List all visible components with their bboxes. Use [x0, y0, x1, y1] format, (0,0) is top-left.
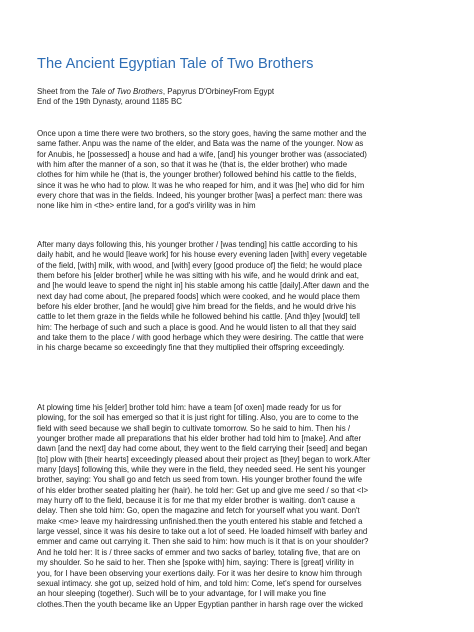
paragraph-line: my shoulder. So he said to her. Then she [spoke with] him, saying: There is [great] virility in [37, 558, 354, 568]
paragraph-line: before his elder brother, [and he would] give him bread for the fields, and he would drive his [37, 302, 356, 312]
paragraph-line: an hour sleeping (together). Such will be to your advantage, for I will make you fine [37, 589, 327, 599]
source-italic-title: Tale of Two Brothers [90, 87, 163, 96]
paragraph-line: And he told her: It is / three sacks of emmer and two sacks of barley, totaling five, that are on [37, 547, 361, 557]
paragraph-line: many [days] following this, while they were in the field, they needed seed. He sent his younger [37, 465, 366, 475]
paragraph-line: none like him in <the> entire land, for a god's virility was in him [37, 201, 256, 211]
paragraph-line: large vessel, since it was his desire to take out a lot of seed. He loaded himself with barley and [37, 527, 368, 537]
source-line [37, 87, 274, 97]
paragraph-line: clothes for him while he (that is, the younger brother) followed behind his cattle to the fields, [37, 170, 357, 180]
paragraph-line: brother, saying: You shall go and fetch us seed from town. His younger brother found the wife [37, 475, 363, 485]
paragraph-line: next day had come about, [he prepared foods] which were cooked, and he would place them [37, 291, 360, 301]
paragraph-line: with him after the manner of a son, so that it was he (that is, the elder brother) who made [37, 160, 348, 170]
document-meta [37, 87, 274, 108]
paragraph-line: and take them to the place / with good herbage which they were desiring. The cattle that were [37, 333, 364, 343]
source-prefix: Sheet from the [37, 87, 91, 96]
paragraph-line: delay. Then she told him: Go, open the magazine and fetch for yourself what you want. Don't [37, 506, 360, 516]
paragraph-line: of the field, [with] milk, with wood, and [with] every [good produce of] the field; he would place [37, 260, 363, 270]
paragraph-line: you, for I have been observing your exertions daily. For it was her desire to know him through [37, 568, 362, 578]
paragraph-line: for Anubis, he [possessed] a house and had a wife, [and] his younger brother was (associated) [37, 149, 367, 159]
date-line: End of the 19th Dynasty, around 1185 BC [37, 97, 182, 107]
document-title: The Ancient Egyptian Tale of Two Brothers [37, 56, 314, 72]
paragraph-line: and [he would leave to spend the night in] his stable among his cattle [daily].After dawn and the [37, 281, 370, 291]
paragraph-line: daily habit, and he would [leave work] for his house every evening laden [with] every vegetable [37, 250, 367, 260]
paragraph-line: since it was he who had to plow. It was he who reaped for him, and it was [he] who did for him [37, 180, 365, 190]
paragraph-line: plowing, for the soil has emerged so that it is just right for tilling. Also, you are to come to the [37, 413, 359, 423]
paragraph-3 [37, 403, 449, 610]
paragraph-line: After many days following this, his younger brother / [was tending] his cattle according to his [37, 240, 358, 249]
paragraph-line: emmer and came out carrying it. Then she said to him: how much is it that is on your shoulder? [37, 537, 369, 547]
paragraph-line: [to] plow with [their hearts] exceedingly pleased about their project as [they] began to work.After [37, 454, 371, 464]
paragraph-1 [37, 129, 449, 212]
paragraph-line: At plowing time his [elder] brother told him: have a team [of oxen] made ready for us for [37, 403, 342, 412]
paragraph-line: Once upon a time there were two brothers, so the story goes, having the same mother and the [37, 129, 367, 138]
paragraph-2 [37, 240, 449, 354]
source-suffix: , Papyrus D'OrbineyFrom Egypt [162, 87, 275, 96]
paragraph-line: him: The herbage of such and such a place is good. And he would listen to all that they said [37, 322, 357, 332]
paragraph-line: same father. Anpu was the name of the elder, and Bata was the name of the younger. Now as [37, 139, 364, 149]
paragraph-line: younger brother made all preparations that his elder brother had told him to [make]. And after [37, 434, 362, 444]
paragraph-line: field with seed because we shall begin to cultivate tomorrow. So he said to him. Then his / [37, 423, 351, 433]
paragraph-line: every chore that was in the fields. Indeed, his younger brother [was] a perfect man: there was [37, 191, 363, 201]
paragraph-line: sexual intimacy. she got up, seized hold of him, and told him: Come, let's spend for ourselves [37, 578, 362, 588]
paragraph-line: make <me> leave my hairdressing unfinished.then the youth entered his stable and fetched a [37, 516, 363, 526]
paragraph-line: clothes.Then the youth became like an Upper Egyptian panther in harsh rage over the wicked [37, 599, 363, 609]
paragraph-line: may hurry off to the field, because it is for me that my elder brother is waiting. don't cause a [37, 496, 356, 506]
paragraph-line: dawn [and the next] day had come about, they went to the field carrying their [seed] and began [37, 444, 368, 454]
paragraph-line: cattle to let them graze in the fields while he followed behind his cattle. [And th]ey [would] tell [37, 312, 360, 322]
paragraph-line: them before his [elder brother] while he was sitting with his wife, and he would drink and eat, [37, 271, 359, 281]
paragraph-line: of his elder brother seated plaiting her (hair). he told her: Get up and give me seed / so that <I> [37, 485, 369, 495]
paragraph-line: in his charge became so exceedingly fine that they multiplied their offspring exceedingly. [37, 343, 345, 353]
